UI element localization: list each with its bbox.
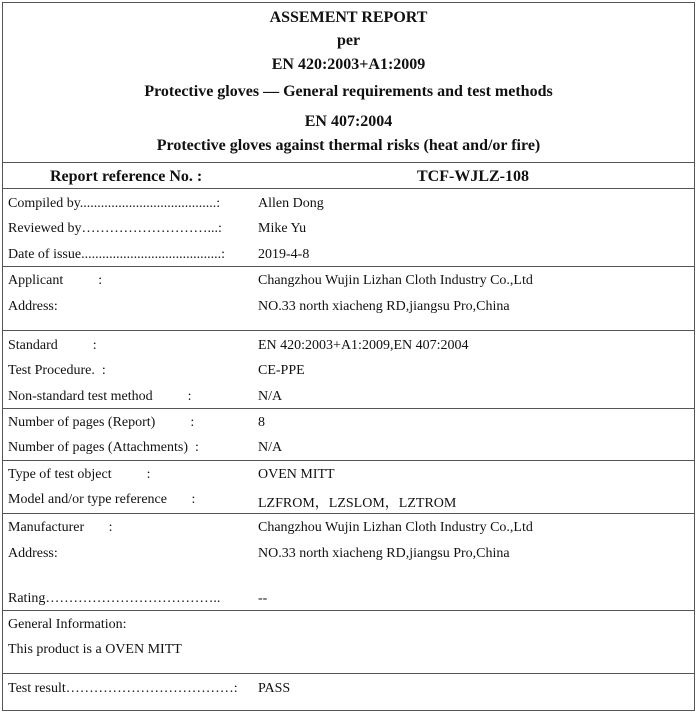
applicant-address-value: NO.33 north xiacheng RD,jiangsu Pro,China xyxy=(258,299,510,314)
standard-1-description: Protective gloves — General requirements and test methods xyxy=(144,83,553,100)
non-standard-method-label: Non-standard test method : xyxy=(8,389,192,404)
applicant-value: Changzhou Wujin Lizhan Cloth Industry Co.,Ltd xyxy=(258,273,533,288)
standard-2-description: Protective gloves against thermal risks (heat and/or fire) xyxy=(156,137,541,154)
reviewed-by-label: Reviewed by………………………...: xyxy=(8,221,222,236)
test-procedure-value: CE-PPE xyxy=(258,363,305,378)
divider xyxy=(2,513,695,514)
test-result-value: PASS xyxy=(258,681,291,696)
report-reference-label: Report reference No. : xyxy=(50,168,203,185)
report-title: ASSEMENT REPORT xyxy=(269,9,428,26)
applicant-label: Applicant : xyxy=(8,273,103,288)
standard-1-code: EN 420:2003+A1:2009 xyxy=(271,56,426,73)
non-standard-method-value: N/A xyxy=(258,389,283,404)
rating-value: -- xyxy=(258,591,268,606)
manufacturer-address-value: NO.33 north xiacheng RD,jiangsu Pro,China xyxy=(258,546,510,561)
divider xyxy=(2,330,695,331)
general-information-text: This product is a OVEN MITT xyxy=(8,642,182,657)
compiled-by-value: Allen Dong xyxy=(258,196,324,211)
reviewed-by-value: Mike Yu xyxy=(258,221,307,236)
manufacturer-label: Manufacturer : xyxy=(8,520,113,535)
divider xyxy=(2,610,695,611)
date-of-issue-label: Date of issue........................................: xyxy=(8,247,225,262)
report-per: per xyxy=(336,32,361,49)
divider xyxy=(2,460,695,461)
divider xyxy=(2,188,695,189)
divider xyxy=(2,673,695,674)
pages-report-value: 8 xyxy=(258,415,265,430)
test-result-label: Test result………………………………: xyxy=(8,681,238,696)
report-reference-value: TCF-WJLZ-108 xyxy=(417,168,529,185)
applicant-address-label: Address: xyxy=(8,299,58,314)
manufacturer-address-label: Address: xyxy=(8,546,58,561)
compiled-by-label: Compiled by.......................................: xyxy=(8,196,221,211)
test-object-value: OVEN MITT xyxy=(258,467,335,482)
general-information-label: General Information: xyxy=(8,617,127,632)
test-procedure-label: Test Procedure. : xyxy=(8,363,106,378)
pages-attachments-label: Number of pages (Attachments) : xyxy=(8,440,199,455)
manufacturer-value: Changzhou Wujin Lizhan Cloth Industry Co.,Ltd xyxy=(258,520,533,535)
rating-label: Rating……………………………….. xyxy=(8,591,221,606)
pages-attachments-value: N/A xyxy=(258,440,283,455)
standard-2-code: EN 407:2004 xyxy=(304,113,393,130)
divider xyxy=(2,162,695,163)
model-reference-label: Model and/or type reference : xyxy=(8,492,196,507)
standard-label: Standard : xyxy=(8,338,97,353)
standard-value: EN 420:2003+A1:2009,EN 407:2004 xyxy=(258,338,469,353)
divider xyxy=(2,266,695,267)
pages-report-label: Number of pages (Report) : xyxy=(8,415,195,430)
date-of-issue-value: 2019-4-8 xyxy=(258,247,310,262)
model-reference-value: LZFROM，LZSLOM，LZTROM xyxy=(258,496,457,511)
test-object-label: Type of test object : xyxy=(8,467,151,482)
divider xyxy=(2,408,695,409)
